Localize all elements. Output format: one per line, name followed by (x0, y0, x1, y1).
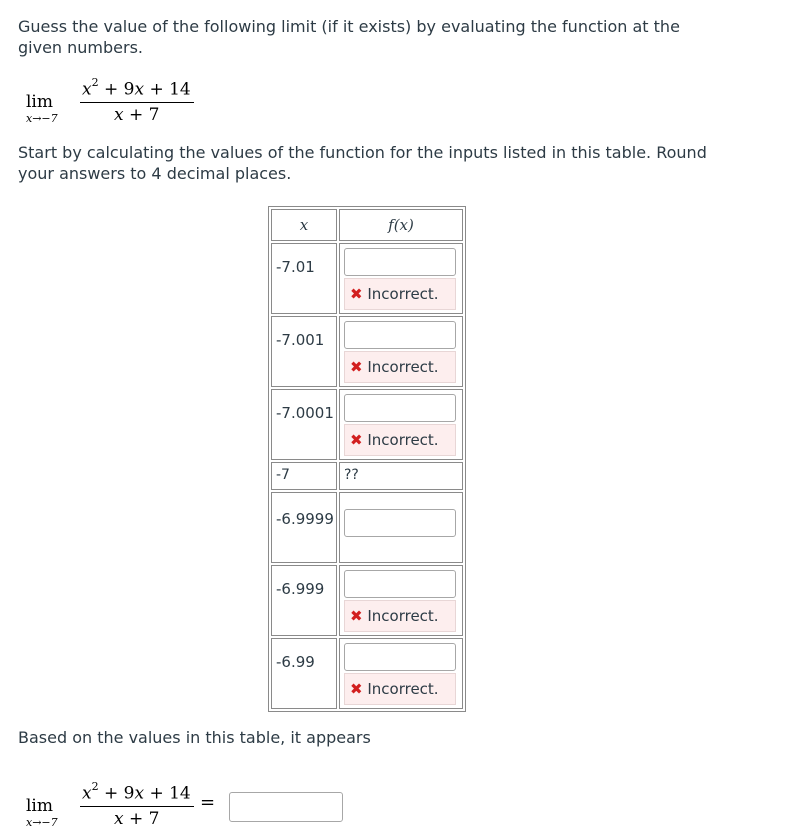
fx-answer-input[interactable] (344, 643, 456, 671)
x-value: -7.01 (276, 258, 315, 276)
x-cell (271, 243, 337, 314)
question-intro: Guess the value of the following limit (if it exists) by evaluating the function at the given numbers. (18, 17, 680, 57)
lim-word: lim (26, 92, 53, 112)
x-value: -7 (276, 467, 290, 483)
fx-cell (339, 389, 463, 460)
lim-approach: x→−7 (26, 816, 58, 829)
lim-word: lim (26, 796, 53, 816)
header-x: x (271, 209, 337, 241)
fraction-bar (80, 102, 194, 103)
fx-cell (339, 492, 463, 563)
table-row (271, 316, 463, 387)
fx-cell (339, 462, 463, 490)
x-value: -7.001 (276, 331, 325, 349)
feedback-incorrect: ✖ Incorrect. (344, 351, 456, 383)
table-row (271, 565, 463, 636)
fx-cell (339, 243, 463, 314)
x-mark-icon: ✖ (350, 285, 363, 303)
x-cell (271, 316, 337, 387)
fx-answer-input[interactable] (344, 509, 456, 537)
feedback-incorrect: ✖ Incorrect. (344, 673, 456, 705)
equals-sign: = (200, 792, 216, 813)
question-instructions: Start by calculating the values of the function for the inputs listed in this table. Round your answers to 4 decimal places. (18, 143, 707, 183)
fx-cell (339, 638, 463, 709)
fx-unknown: ?? (344, 467, 359, 483)
table-row (271, 492, 463, 563)
x-value: -6.99 (276, 653, 315, 671)
fx-cell (339, 316, 463, 387)
question-conclusion: Based on the values in this table, it appears (18, 728, 371, 747)
feedback-incorrect: ✖ Incorrect. (344, 278, 456, 310)
fraction-numerator: $x^2 + 9x + 14$ (82, 780, 191, 804)
x-mark-icon: ✖ (350, 680, 363, 698)
fx-answer-input[interactable] (344, 394, 456, 422)
fx-answer-input[interactable] (344, 570, 456, 598)
fx-cell (339, 565, 463, 636)
table-row (271, 462, 463, 490)
fraction-numerator: $x^2 + 9x + 14$ (82, 76, 191, 100)
x-cell (271, 565, 337, 636)
header-fx: f(x) (339, 209, 463, 241)
feedback-incorrect: ✖ Incorrect. (344, 424, 456, 456)
limit-answer-input[interactable] (229, 792, 343, 822)
fraction-denominator: x + 7 (114, 105, 160, 125)
x-cell (271, 492, 337, 563)
x-cell (271, 638, 337, 709)
table-row (271, 638, 463, 709)
lim-approach: x→−7 (26, 112, 58, 125)
fraction-denominator: x + 7 (114, 809, 160, 829)
table-row (271, 389, 463, 460)
x-value: -6.999 (276, 580, 325, 598)
x-cell (271, 389, 337, 460)
x-mark-icon: ✖ (350, 358, 363, 376)
feedback-incorrect: ✖ Incorrect. (344, 600, 456, 632)
table-header-row (271, 209, 463, 241)
table-row (271, 243, 463, 314)
values-table (268, 206, 466, 712)
fx-answer-input[interactable] (344, 321, 456, 349)
fraction-bar (80, 806, 194, 807)
x-mark-icon: ✖ (350, 431, 363, 449)
x-cell (271, 462, 337, 490)
x-mark-icon: ✖ (350, 607, 363, 625)
fx-answer-input[interactable] (344, 248, 456, 276)
x-value: -7.0001 (276, 404, 334, 422)
x-value: -6.9999 (276, 510, 334, 528)
